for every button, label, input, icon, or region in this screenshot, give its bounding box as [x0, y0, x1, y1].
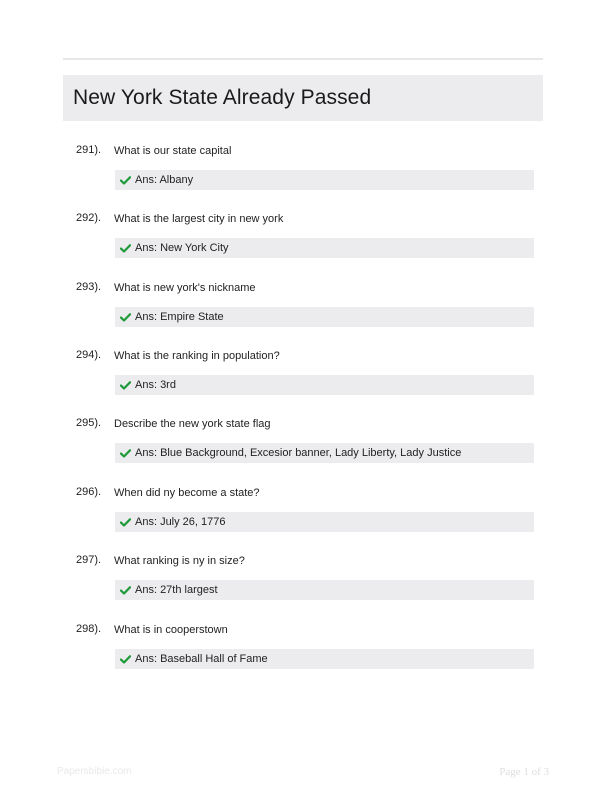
question-number: 296). [76, 486, 102, 498]
answer-box [115, 170, 534, 190]
check-icon [119, 447, 131, 459]
answer-text: Ans: July 26, 1776 [135, 516, 226, 528]
qa-item [0, 554, 606, 614]
check-icon [119, 174, 131, 186]
answer-box [115, 512, 534, 532]
qa-item [0, 417, 606, 477]
question-text: Describe the new york state flag [114, 418, 271, 430]
question-number: 297). [76, 554, 102, 566]
check-icon [119, 379, 131, 391]
check-icon [119, 584, 131, 596]
question-text: What ranking is ny in size? [114, 555, 245, 567]
question-number: 293). [76, 281, 102, 293]
qa-item [0, 144, 606, 204]
qa-item [0, 623, 606, 683]
check-icon [119, 516, 131, 528]
question-number: 292). [76, 212, 102, 224]
question-text: What is new york's nickname [114, 282, 256, 294]
question-text: What is the largest city in new york [114, 213, 284, 225]
answer-text: Ans: Baseball Hall of Fame [135, 653, 268, 665]
answer-text: Ans: Albany [135, 174, 194, 186]
check-icon [119, 242, 131, 254]
footer-watermark: Papersbible.com [57, 766, 132, 777]
page-title: New York State Already Passed [73, 86, 372, 109]
page-number: Page 1 of 3 [499, 766, 549, 778]
question-number: 298). [76, 623, 102, 635]
question-text: When did ny become a state? [114, 487, 260, 499]
question-text: What is the ranking in population? [114, 350, 280, 362]
question-number: 295). [76, 417, 102, 429]
qa-item [0, 349, 606, 409]
answer-box [115, 375, 534, 395]
qa-item [0, 486, 606, 546]
answer-text: Ans: 3rd [135, 379, 176, 391]
qa-item [0, 212, 606, 272]
check-icon [119, 311, 131, 323]
answer-text: Ans: New York City [135, 242, 229, 254]
question-number: 291). [76, 144, 102, 156]
qa-item [0, 281, 606, 341]
question-text: What is our state capital [114, 145, 232, 157]
answer-box [115, 238, 534, 258]
answer-text: Ans: 27th largest [135, 584, 218, 596]
answer-box [115, 307, 534, 327]
answer-text: Ans: Blue Background, Excesior banner, Lady Liberty, Lady Justice [135, 447, 462, 459]
answer-box [115, 649, 534, 669]
check-icon [119, 653, 131, 665]
answer-box [115, 580, 534, 600]
question-number: 294). [76, 349, 102, 361]
question-text: What is in cooperstown [114, 624, 228, 636]
answer-box [115, 443, 534, 463]
answer-text: Ans: Empire State [135, 311, 224, 323]
